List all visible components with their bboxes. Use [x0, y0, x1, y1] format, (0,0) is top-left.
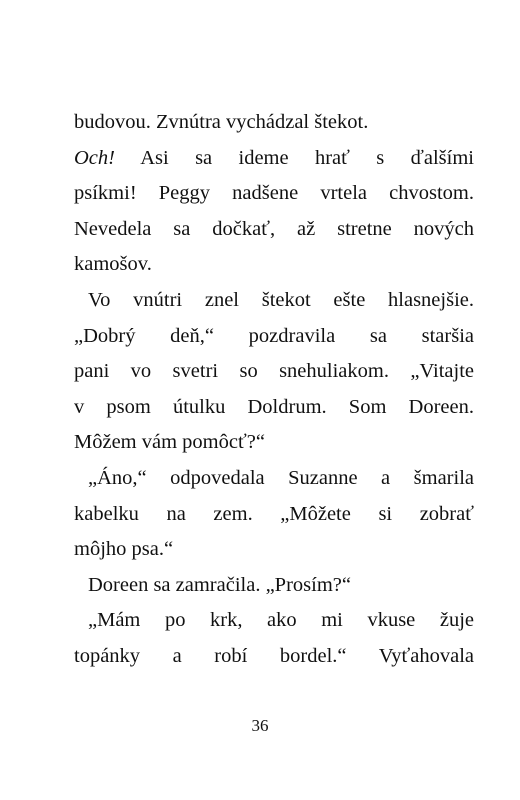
text-line-2	[74, 141, 474, 177]
text-line-14: Doreen sa zamračila. „Prosím?“	[88, 573, 351, 596]
text-line-13: môjho psa.“	[74, 538, 174, 561]
interjection-italic: Och!	[74, 146, 115, 169]
text-line-2-rest: Asi sa ideme hrať s ďalšími	[114, 146, 474, 169]
text-line-16: topánky a robí bordel.“ Vyťahovala	[74, 644, 474, 667]
text-line-3: psíkmi! Peggy nadšene vrtela chvostom.	[74, 182, 474, 205]
text-line-4: Nevedela sa dočkať, až stretne nových	[74, 217, 474, 240]
text-line-1: budovou. Zvnútra vychádzal štekot.	[74, 111, 369, 133]
text-line-11: „Áno,“ odpovedala Suzanne a šmarila	[88, 466, 474, 489]
text-line-9: v psom útulku Doldrum. Som Doreen.	[74, 395, 474, 418]
text-line-12: kabelku na zem. „Môžete si zobrať	[74, 502, 474, 525]
body-text	[74, 105, 474, 675]
text-line-5: kamošov.	[74, 253, 152, 276]
text-line-6: Vo vnútri znel štekot ešte hlasnejšie.	[88, 288, 474, 311]
text-line-15: „Mám po krk, ako mi vkuse žuje	[88, 609, 474, 632]
page-number: 36	[251, 716, 269, 735]
text-line-8: pani vo svetri so snehuliakom. „Vitajte	[74, 360, 474, 383]
text-line-10: Môžem vám pomôcť?“	[74, 431, 265, 454]
text-line-7: „Dobrý deň,“ pozdravila sa staršia	[74, 324, 474, 347]
